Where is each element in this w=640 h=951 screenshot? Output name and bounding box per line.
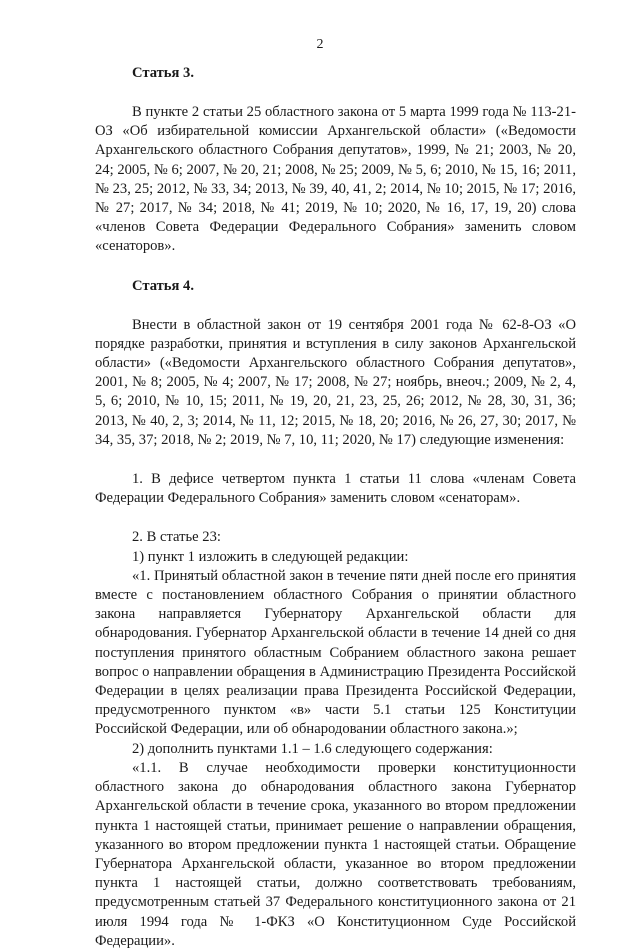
subitem-1-heading: 1) пункт 1 изложить в следующей редакции:	[132, 548, 409, 565]
subitem-1-text: «1. Принятый областной закон в течение пяти дней после его принятия вместе с постановлением областного Собрания о принятии областного закона направляется Губернатору Архангельской области для обнародования. Губернатор Архангельской области в течение 14 дней со дня поступления принятого областным Собранием областного закона решает вопрос о направлении обращения в Администрацию Президента Российской Федерации в целях реализации права Президента Российской Федерации, предусмотренного пунктом «в» части 5.1 статьи 125 Конституции Российской Федерации, или об обнародовании областного закона.»;	[95, 567, 576, 738]
article-3-heading: Статья 3.	[132, 65, 194, 81]
article-4-intro: Внести в областной закон от 19 сентября 2001 года № 62-8-ОЗ «О порядке разработки, принятия и вступления в силу законов Архангельской области» («Ведомости Архангельского областного Собрания депутатов», 2001, № 8; 2005, № 4; 2007, № 17; 2008, № 27; ноябрь, внеоч.; 2009, № 2, 4, 5, 6; 2010, № 10, 15; 2011, № 19, 20, 21, 23, 25, 26; 2012, № 28, 30, 31, 36; 2013, № 40, 2, 3; 2014, № 11, 12; 2015, № 18, 20; 2016, № 26, 27, 30; 2017, № 34, 35, 37; 2018, № 2; 2019, № 7, 10, 11; 2020, № 17) следующие изменения:	[95, 316, 576, 448]
article-3-text: В пункте 2 статьи 25 областного закона от 5 марта 1999 года № 113-21-ОЗ «Об избирательной комиссии Архангельской области» («Ведомости Архангельского областного Собрания депутатов», 1999, № 21; 2003, № 20, 24; 2005, № 6; 2007, № 20, 21; 2008, № 25; 2009, № 5, 6; 2010, № 15, 16; 2011, № 23, 25; 2012, № 33, 34; 2013, № 39, 40, 41, 2; 2014, № 10; 2015, № 17; 2016, № 27; 2017, № 34; 2018, № 41; 2019, № 10; 2020, № 16, 17, 19, 20) слова «членов Совета Федерации Федерального Собрания» заменить словом «сенаторов».	[95, 104, 576, 255]
article-4-heading: Статья 4.	[132, 277, 194, 294]
subitem-2-text: «1.1. В случае необходимости проверки конституционности областного закона до обнародования областного закона Губернатор Архангельской области в течение срока, указанного во втором предложении пункта 1 настоящей статьи, принимает решение о направлении обращения, указанного во втором предложении пункта 1 настоящей статьи. Обращение Губернатора Архангельской области, указанное во втором предложении пункта 1 настоящей статьи, должно соответствовать требованиям, предусмотренным статьей 37 Федерального конституционного закона от 21 июля 1994 года № 1-ФКЗ «О Конституционном Суде Российской Федерации».	[95, 759, 576, 949]
document-body	[95, 64, 576, 951]
page-number: 2	[316, 37, 324, 52]
subitem-2-heading: 2) дополнить пунктами 1.1 – 1.6 следующего содержания:	[132, 740, 493, 757]
article-4-item-2-heading: 2. В статье 23:	[132, 529, 221, 546]
article-4-item-1: 1. В дефисе четвертом пункта 1 статьи 11 слова «членам Совета Федерации Федерального Собрания» заменить словом «сенаторам».	[95, 471, 576, 507]
